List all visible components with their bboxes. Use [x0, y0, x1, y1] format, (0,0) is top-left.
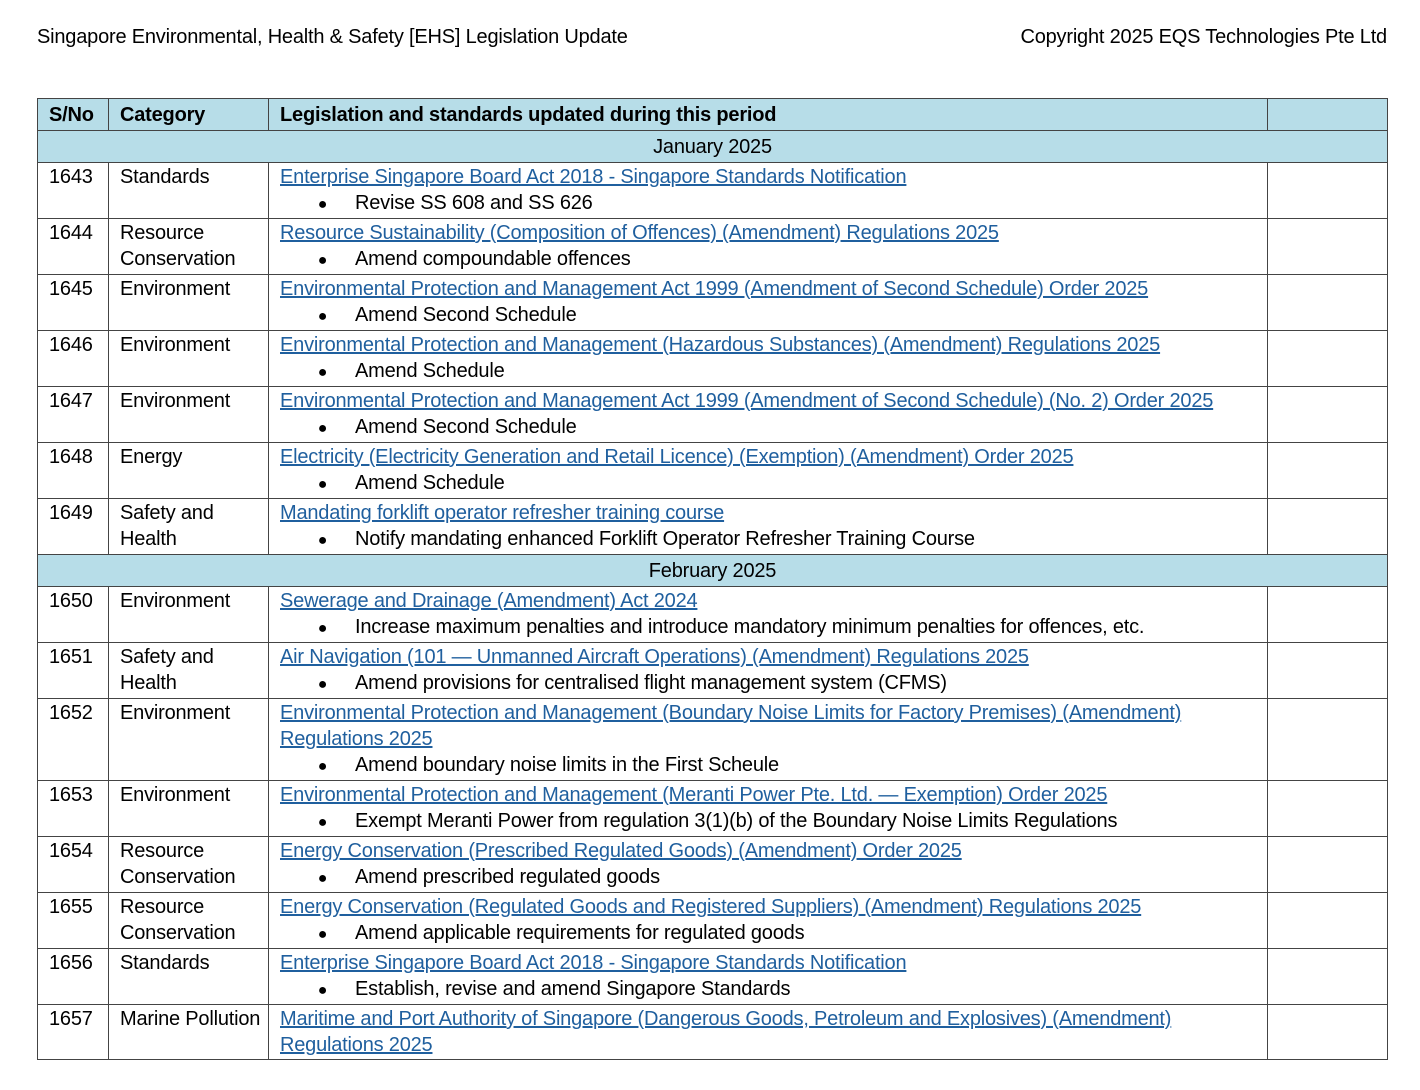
legislation-cell: [269, 699, 1268, 781]
table-row: [38, 499, 1388, 555]
summary-bullet: [280, 920, 1267, 948]
legislation-cell: [269, 587, 1268, 643]
summary-bullet: [280, 864, 1267, 892]
legislation-cell: [269, 163, 1268, 219]
notes-cell: [1268, 643, 1388, 699]
legislation-cell: [269, 781, 1268, 837]
table-row: [38, 699, 1388, 781]
serial-number: 1645: [38, 275, 109, 331]
legislation-cell: [269, 219, 1268, 275]
table-body: [38, 131, 1388, 1060]
bullet-icon: ●: [317, 620, 328, 637]
notes-cell: [1268, 443, 1388, 499]
summary-text: Amend provisions for centralised flight management system (CFMS): [355, 672, 947, 694]
table-row: [38, 219, 1388, 275]
table-row: [38, 443, 1388, 499]
month-row: [38, 555, 1388, 587]
category-cell: Resource Conservation: [109, 219, 269, 275]
notes-cell: [1268, 1005, 1388, 1060]
legislation-cell: [269, 275, 1268, 331]
table-row: [38, 275, 1388, 331]
category-cell: Environment: [109, 387, 269, 443]
legislation-cell: [269, 443, 1268, 499]
category-cell: Energy: [109, 443, 269, 499]
summary-text: Increase maximum penalties and introduce mandatory minimum penalties for offences, etc.: [355, 616, 1145, 638]
table-row: [38, 587, 1388, 643]
legislation-cell: [269, 949, 1268, 1005]
category-cell: Resource Conservation: [109, 893, 269, 949]
legislation-link[interactable]: Air Navigation (101 — Unmanned Aircraft Operations) (Amendment) Regulations 2025: [280, 646, 1029, 668]
table-row: [38, 837, 1388, 893]
bullet-icon: ●: [317, 870, 328, 887]
summary-text: Amend applicable requirements for regulated goods: [355, 922, 805, 944]
category-cell: Resource Conservation: [109, 837, 269, 893]
notes-cell: [1268, 837, 1388, 893]
serial-number: 1652: [38, 699, 109, 781]
category-cell: Environment: [109, 587, 269, 643]
month-label: January 2025: [38, 131, 1388, 163]
table-row: [38, 387, 1388, 443]
summary-bullet: [280, 976, 1267, 1004]
category-cell: Environment: [109, 781, 269, 837]
notes-cell: [1268, 699, 1388, 781]
bullet-icon: ●: [317, 196, 328, 213]
bullet-icon: ●: [317, 308, 328, 325]
summary-text: Exempt Meranti Power from regulation 3(1)(b) of the Boundary Noise Limits Regulations: [355, 810, 1118, 832]
notes-cell: [1268, 781, 1388, 837]
bullet-icon: ●: [317, 676, 328, 693]
notes-cell: [1268, 387, 1388, 443]
category-cell: Safety and Health: [109, 643, 269, 699]
page-header: [37, 22, 1387, 52]
summary-text: Amend boundary noise limits in the First Scheule: [355, 754, 779, 776]
legislation-cell: [269, 1005, 1268, 1060]
legislation-link[interactable]: Maritime and Port Authority of Singapore (Dangerous Goods, Petroleum and Explosives) (Amendment) Regulations 2025: [280, 1008, 1172, 1056]
table-row: [38, 781, 1388, 837]
summary-bullet: [280, 470, 1267, 498]
bullet-icon: ●: [317, 364, 328, 381]
summary-text: Revise SS 608 and SS 626: [355, 192, 593, 214]
legislation-link[interactable]: Environmental Protection and Management Act 1999 (Amendment of Second Schedule) (No. 2) Order 2025: [280, 390, 1214, 412]
summary-bullet: [280, 302, 1267, 330]
header-category: Category: [109, 99, 269, 131]
bullet-icon: ●: [317, 758, 328, 775]
category-cell: Environment: [109, 331, 269, 387]
summary-bullet: [280, 808, 1267, 836]
legislation-table: [37, 98, 1388, 1060]
legislation-link[interactable]: Resource Sustainability (Composition of Offences) (Amendment) Regulations 2025: [280, 222, 999, 244]
bullet-icon: ●: [317, 814, 328, 831]
table-row: [38, 163, 1388, 219]
table-row: [38, 1005, 1388, 1060]
legislation-link[interactable]: Environmental Protection and Management (Boundary Noise Limits for Factory Premises) (Amendment) Regulations 2025: [280, 702, 1182, 750]
category-cell: Safety and Health: [109, 499, 269, 555]
notes-cell: [1268, 587, 1388, 643]
table-row: [38, 643, 1388, 699]
serial-number: 1646: [38, 331, 109, 387]
legislation-cell: [269, 837, 1268, 893]
legislation-link[interactable]: Energy Conservation (Prescribed Regulated Goods) (Amendment) Order 2025: [280, 840, 962, 862]
legislation-cell: [269, 499, 1268, 555]
legislation-link[interactable]: Enterprise Singapore Board Act 2018 - Singapore Standards Notification: [280, 166, 907, 188]
category-cell: Standards: [109, 163, 269, 219]
summary-bullet: [280, 358, 1267, 386]
bullet-icon: ●: [317, 532, 328, 549]
serial-number: 1643: [38, 163, 109, 219]
header-sno: S/No: [38, 99, 109, 131]
table-row: [38, 949, 1388, 1005]
notes-cell: [1268, 331, 1388, 387]
summary-text: Amend compoundable offences: [355, 248, 631, 270]
header-legislation: Legislation and standards updated during this period: [269, 99, 1268, 131]
legislation-link[interactable]: Environmental Protection and Management (Hazardous Substances) (Amendment) Regulations 2025: [280, 334, 1161, 356]
category-cell: Marine Pollution: [109, 1005, 269, 1060]
legislation-cell: [269, 387, 1268, 443]
month-row: [38, 131, 1388, 163]
bullet-icon: ●: [317, 926, 328, 943]
table-header-row: [38, 99, 1388, 131]
notes-cell: [1268, 163, 1388, 219]
table-row: [38, 893, 1388, 949]
summary-bullet: [280, 614, 1267, 642]
summary-text: Amend Schedule: [355, 472, 505, 494]
serial-number: 1657: [38, 1005, 109, 1060]
serial-number: 1655: [38, 893, 109, 949]
summary-text: Amend Schedule: [355, 360, 505, 382]
legislation-cell: [269, 331, 1268, 387]
legislation-link[interactable]: Electricity (Electricity Generation and Retail Licence) (Exemption) (Amendment) Order 2025: [280, 446, 1074, 468]
notes-cell: [1268, 949, 1388, 1005]
summary-text: Amend Second Schedule: [355, 304, 577, 326]
summary-bullet: [280, 190, 1267, 218]
header-blank: [1268, 99, 1388, 131]
bullet-icon: ●: [317, 982, 328, 999]
serial-number: 1648: [38, 443, 109, 499]
notes-cell: [1268, 499, 1388, 555]
summary-text: Amend prescribed regulated goods: [355, 866, 660, 888]
serial-number: 1649: [38, 499, 109, 555]
document-title: Singapore Environmental, Health & Safety [EHS] Legislation Update: [37, 25, 628, 48]
serial-number: 1654: [38, 837, 109, 893]
legislation-link[interactable]: Energy Conservation (Regulated Goods and Registered Suppliers) (Amendment) Regulations 2025: [280, 896, 1142, 918]
summary-bullet: [280, 414, 1267, 442]
summary-text: Establish, revise and amend Singapore Standards: [355, 978, 791, 1000]
serial-number: 1650: [38, 587, 109, 643]
legislation-cell: [269, 893, 1268, 949]
notes-cell: [1268, 893, 1388, 949]
bullet-icon: ●: [317, 420, 328, 437]
notes-cell: [1268, 275, 1388, 331]
legislation-link[interactable]: Sewerage and Drainage (Amendment) Act 2024: [280, 590, 698, 612]
summary-bullet: [280, 670, 1267, 698]
summary-text: Amend Second Schedule: [355, 416, 577, 438]
summary-bullet: [280, 752, 1267, 780]
legislation-link[interactable]: Environmental Protection and Management Act 1999 (Amendment of Second Schedule) Order 2025: [280, 278, 1149, 300]
serial-number: 1653: [38, 781, 109, 837]
legislation-cell: [269, 643, 1268, 699]
bullet-icon: ●: [317, 476, 328, 493]
table-row: [38, 331, 1388, 387]
category-cell: Environment: [109, 275, 269, 331]
legislation-link[interactable]: Mandating forklift operator refresher training course: [280, 502, 725, 524]
serial-number: 1656: [38, 949, 109, 1005]
summary-bullet: [280, 526, 1267, 554]
category-cell: Standards: [109, 949, 269, 1005]
bullet-icon: ●: [317, 252, 328, 269]
notes-cell: [1268, 219, 1388, 275]
legislation-link[interactable]: Enterprise Singapore Board Act 2018 - Singapore Standards Notification: [280, 952, 907, 974]
serial-number: 1647: [38, 387, 109, 443]
summary-bullet: [280, 246, 1267, 274]
category-cell: Environment: [109, 699, 269, 781]
serial-number: 1651: [38, 643, 109, 699]
month-label: February 2025: [38, 555, 1388, 587]
copyright-notice: Copyright 2025 EQS Technologies Pte Ltd: [1020, 25, 1387, 48]
summary-text: Notify mandating enhanced Forklift Operator Refresher Training Course: [355, 528, 975, 550]
legislation-link[interactable]: Environmental Protection and Management (Meranti Power Pte. Ltd. — Exemption) Order 2025: [280, 784, 1108, 806]
serial-number: 1644: [38, 219, 109, 275]
